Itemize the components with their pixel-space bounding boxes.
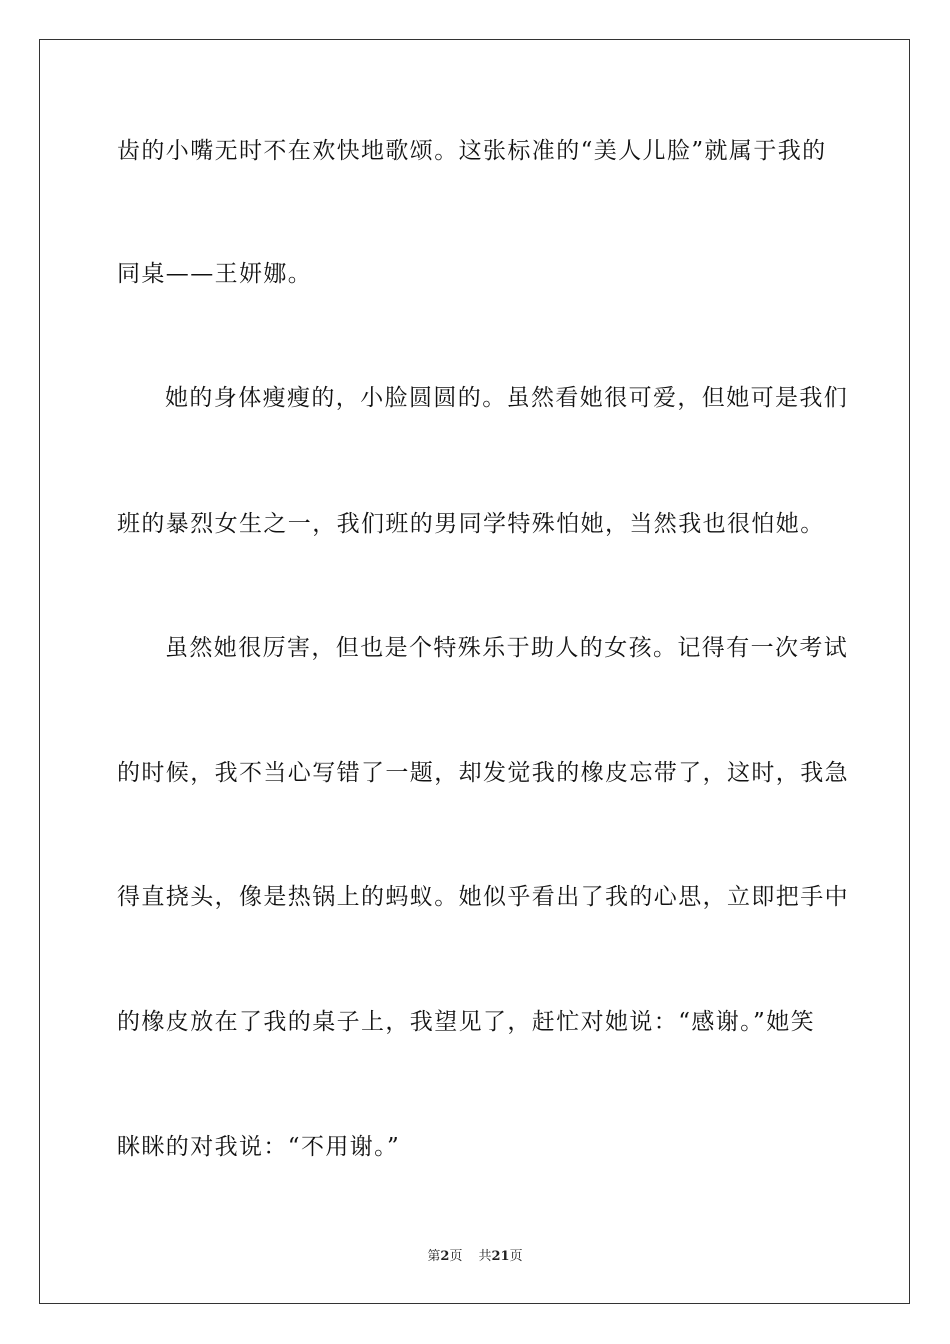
text-line: 同桌——王妍娜。 (117, 261, 313, 287)
text-line: 的橡皮放在了我的桌子上，我望见了，赶忙对她说：“感谢。”她笑 (117, 1009, 816, 1035)
page-label-prefix: 第 (427, 1249, 441, 1264)
text-line: 眯眯的对我说：“不用谢。” (117, 1134, 401, 1160)
text-line: 齿的小嘴无时不在欢快地歌颂。这张标准的“美人儿脸”就属于我的 (117, 138, 827, 164)
paragraph-start-line: 她的身体瘦瘦的，小脸圆圆的。虽然看她很可爱，但她可是我们 (165, 385, 849, 411)
text-line: 得直挠头，像是热锅上的蚂蚁。她似乎看出了我的心思，立即把手中 (117, 884, 849, 910)
text-line: 的时候，我不当心写错了一题，却发觉我的橡皮忘带了，这时，我急 (117, 760, 849, 786)
text-line: 班的暴烈女生之一，我们班的男同学特殊怕她，当然我也很怕她。 (117, 511, 825, 537)
total-pages: 21 (491, 1249, 510, 1264)
total-label-prefix: 共 (478, 1249, 492, 1264)
paragraph-start-line: 虽然她很厉害，但也是个特殊乐于助人的女孩。记得有一次考试 (165, 635, 849, 661)
page-number: 2 (440, 1249, 450, 1264)
page-label-suffix: 页 (449, 1249, 463, 1264)
page-border (39, 39, 910, 1304)
total-label-suffix: 页 (509, 1249, 523, 1264)
page-footer (0, 1248, 950, 1266)
